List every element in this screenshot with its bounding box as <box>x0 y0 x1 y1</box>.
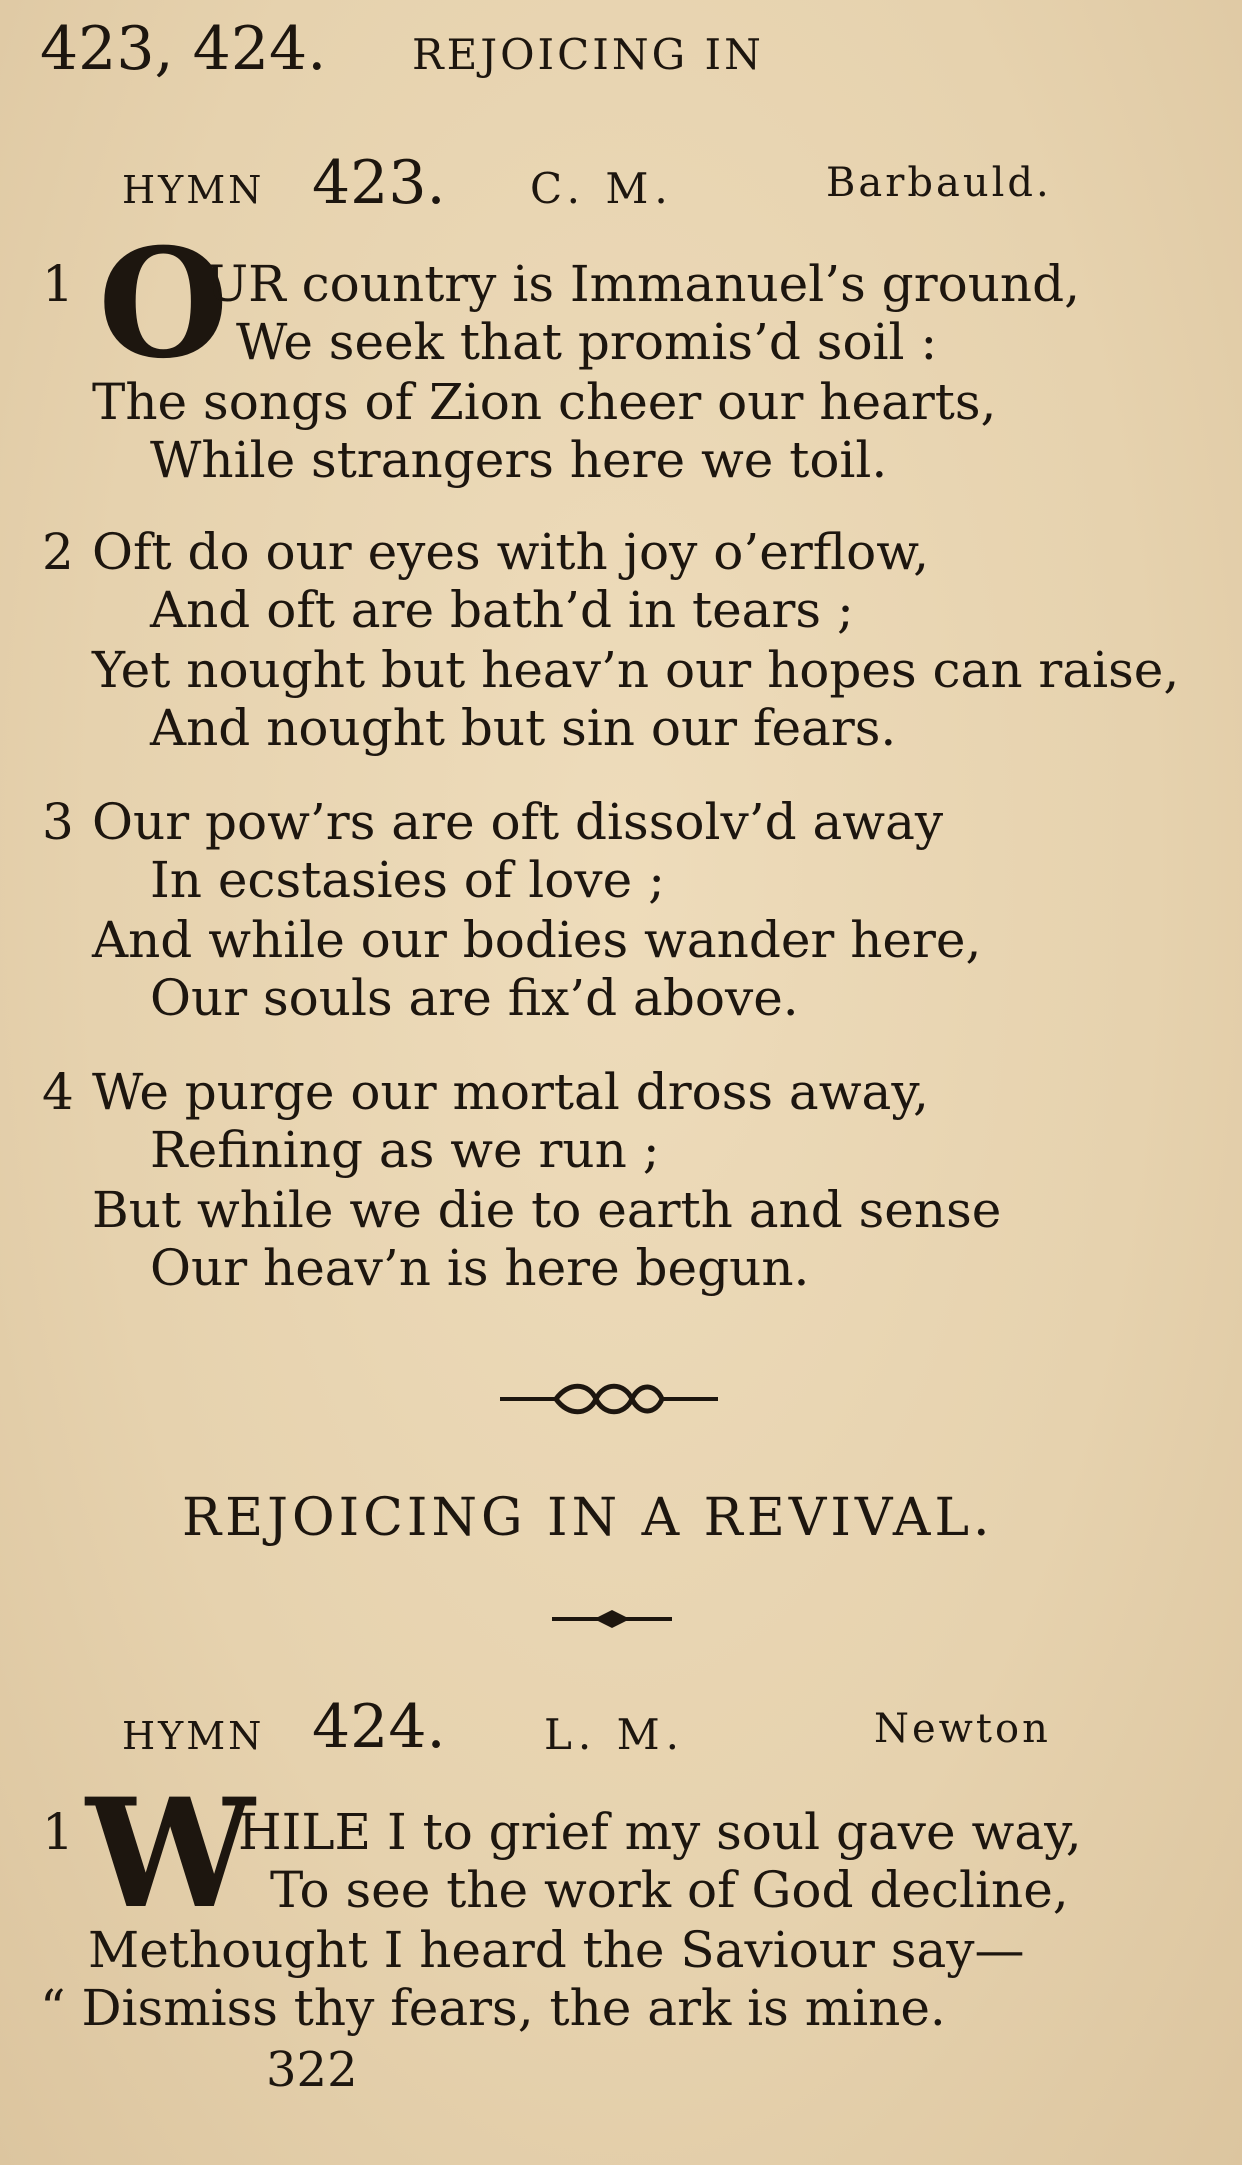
section-title: REJOICING IN A REVIVAL. <box>182 1488 994 1548</box>
hymn-424-heading <box>0 1692 1242 1762</box>
verse-number: 3 <box>42 793 74 851</box>
hymn-author: Barbauld. <box>826 160 1052 206</box>
verse-line: HILE I to grief my soul gave way, <box>238 1803 1082 1861</box>
verse-line: But while we die to earth and sense <box>92 1181 1002 1239</box>
knot-ornament-icon <box>496 1374 722 1424</box>
hymn-label: HYMN <box>122 1714 265 1758</box>
verse-line: Refining as we run ; <box>150 1121 660 1179</box>
hymn-423-heading <box>0 148 1242 218</box>
verse-line: Oft do our eyes with joy o’erflow, <box>92 523 929 581</box>
hymn-number: 423. <box>312 148 446 218</box>
verse-line: The songs of Zion cheer our hearts, <box>92 373 997 431</box>
hymn-author: Newton <box>874 1706 1051 1752</box>
verse-line: And nought but sin our fears. <box>150 699 897 757</box>
verse-number: 2 <box>42 523 74 581</box>
verse-line: Yet nought but heav’n our hopes can raise, <box>92 641 1180 699</box>
running-head-title: REJOICING IN <box>412 30 764 79</box>
verse-number: 1 <box>42 255 74 313</box>
verse-line: We purge our mortal dross away, <box>92 1063 929 1121</box>
verse-line: “ Dismiss thy fears, the ark is mine. <box>40 1979 946 2037</box>
verse-line: Our pow’rs are oft dissolv’d away <box>92 793 944 851</box>
verse-line: And oft are bath’d in tears ; <box>150 581 854 639</box>
drop-cap: O <box>98 216 229 392</box>
hymn-meter: L. M. <box>544 1710 685 1759</box>
dash-ornament-icon <box>550 1604 674 1634</box>
running-head-numbers: 423, 424. <box>40 14 327 84</box>
verse-line: To see the work of God decline, <box>270 1861 1069 1919</box>
verse-line: And while our bodies wander here, <box>92 911 982 969</box>
drop-cap: W <box>86 1766 255 1942</box>
verse-line: UR country is Immanuel’s ground, <box>206 255 1080 313</box>
verse-line: We seek that promis’d soil : <box>236 313 938 371</box>
verse-line: While strangers here we toil. <box>150 431 888 489</box>
verse-number: 1 <box>42 1803 74 1861</box>
verse-line: Our souls are fix’d above. <box>150 969 799 1027</box>
verse-line: In ecstasies of love ; <box>150 851 665 909</box>
verse-line: Methought I heard the Saviour say— <box>88 1921 1025 1979</box>
verse-number: 4 <box>42 1063 74 1121</box>
hymn-meter: C. M. <box>530 164 674 213</box>
hymn-number: 424. <box>312 1692 446 1762</box>
verse-line: Our heav’n is here begun. <box>150 1239 810 1297</box>
page-number: 322 <box>266 2042 358 2098</box>
hymn-label: HYMN <box>122 168 265 212</box>
